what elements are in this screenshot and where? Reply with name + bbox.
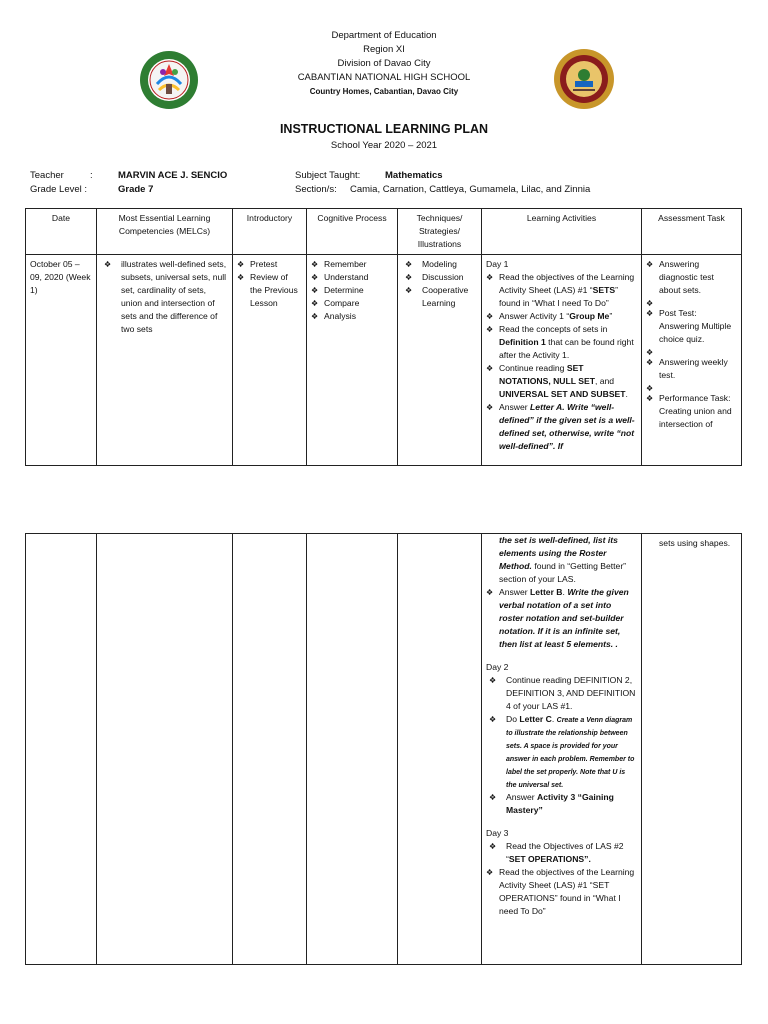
grade-value: Grade 7 <box>118 184 154 195</box>
assessment-cell-cont <box>642 534 742 965</box>
assessment-item: ❖ Answering diagnostic test about sets. <box>646 258 737 297</box>
school-seal-logo <box>553 48 615 110</box>
activities-cell <box>482 255 642 466</box>
col-assessment-header: Assessment Task <box>642 209 742 255</box>
cognitive-item: ❖ Determine <box>311 284 393 297</box>
activity-item: ❖ Read the objectives of the Learning Activity Sheet (LAS) #1 “SET OPERATIONS” found in “What I need To Do” <box>486 866 637 918</box>
page-title: INSTRUCTIONAL LEARNING PLAN <box>279 122 489 136</box>
teacher-label: Teacher <box>30 170 64 181</box>
day1-label: Day 1 <box>486 259 509 269</box>
plan-table-page2 <box>25 533 742 965</box>
assessment-item: ❖ Post Test: Answering Multiple choice quiz. <box>646 307 737 346</box>
assessment-item: ❖ Answering weekly test. <box>646 356 737 382</box>
intro-item: ❖ Review of the Previous Lesson <box>237 271 302 310</box>
day2-label: Day 2 <box>486 662 509 672</box>
grade-label: Grade Level : <box>30 184 88 195</box>
date-value: October 05 – 09, 2020 (Week 1) <box>30 259 91 295</box>
col-activities-header: Learning Activities <box>482 209 642 255</box>
cognitive-cell-cont <box>307 534 398 965</box>
activity-item: ❖ Answer Letter B. Write the given verbal notation of a set into roster notation and set-builder notation. If it is an infinite set, then list at least 5 elements. . <box>486 586 637 651</box>
cognitive-item: ❖ Remember <box>311 258 393 271</box>
subject-label: Subject Taught: <box>295 170 361 181</box>
techniques-cell-cont <box>398 534 482 965</box>
date-cell-cont <box>26 534 97 965</box>
cognitive-item: ❖ Compare <box>311 297 393 310</box>
cognitive-item: ❖ Analysis <box>311 310 393 323</box>
teacher-colon: : <box>90 170 93 181</box>
technique-item: ❖ Modeling <box>402 258 477 271</box>
section-label: Section/s: <box>295 184 337 195</box>
subject-value: Mathematics <box>385 170 443 181</box>
header-address: Country Homes, Cabantian, Davao City <box>309 87 459 96</box>
day3-label: Day 3 <box>486 828 509 838</box>
melc-item: ❖ illustrates well-defined sets, subsets, universal sets, null set, cardinality of sets, union and intersection of sets and the difference of two sets <box>101 258 228 336</box>
header-division: Division of Davao City <box>337 58 431 69</box>
intro-cell-cont <box>233 534 307 965</box>
section-value: Camia, Carnation, Cattleya, Gumamela, Lilac, and Zinnia <box>350 184 591 195</box>
header-department: Department of Education <box>331 30 437 41</box>
assessment-item: ❖ Performance Task: Creating union and intersection of <box>646 392 737 431</box>
intro-cell <box>233 255 307 466</box>
col-introductory-header: Introductory <box>233 209 307 255</box>
activity-item: ❖ Answer Letter A. Write “well-defined” if the given set is a well-defined set, otherwise, write “not well-defined”. If <box>486 401 637 453</box>
division-seal-logo <box>139 50 199 110</box>
intro-item: ❖ Pretest <box>237 258 302 271</box>
melc-cell-cont <box>97 534 233 965</box>
col-melcs-header: Most Essential Learning Competencies (MELCs) <box>97 209 233 255</box>
assessment-continued: sets using shapes. <box>659 538 731 548</box>
school-year: School Year 2020 – 2021 <box>330 140 438 151</box>
cognitive-cell <box>307 255 398 466</box>
melc-cell <box>97 255 233 466</box>
teacher-name: MARVIN ACE J. SENCIO <box>118 170 228 181</box>
activities-cell-cont <box>482 534 642 965</box>
activity-continued: the set is well-defined, list its elements using the Roster Method. found in “Getting Better” section of your LAS. <box>499 535 627 584</box>
assessment-cell <box>642 255 742 466</box>
activity-item: ❖ Answer Activity 3 “Gaining Mastery” <box>486 791 637 817</box>
activity-item: ❖ Read the objectives of the Learning Activity Sheet (LAS) #1 “SETS” found in “What I need To Do” <box>486 271 637 310</box>
header-region: Region XI <box>363 44 405 55</box>
activity-item: ❖ Answer Activity 1 “Group Me” <box>486 310 637 323</box>
technique-item: ❖ Cooperative Learning <box>402 284 477 310</box>
col-cognitive-header: Cognitive Process <box>307 209 398 255</box>
activity-item: ❖ Do Letter C. Create a Venn diagram to illustrate the relationship between sets. A space is provided for your answer in each problem. Remember to label the set properly. Note that U is the universal set. <box>486 713 637 791</box>
col-techniques-header: Techniques/ Strategies/ Illustrations <box>398 209 482 255</box>
activity-item: ❖ Continue reading DEFINITION 2, DEFINITION 3, AND DEFINITION 4 of your LAS #1. <box>486 674 637 713</box>
date-cell <box>26 255 97 466</box>
techniques-cell <box>398 255 482 466</box>
technique-item: ❖ Discussion <box>402 271 477 284</box>
activity-item: ❖ Continue reading SET NOTATIONS, NULL SET, and UNIVERSAL SET AND SUBSET. <box>486 362 637 401</box>
col-date-header: Date <box>26 209 97 255</box>
activity-item: ❖ Read the concepts of sets in Definition 1 that can be found right after the Activity 1. <box>486 323 637 362</box>
cognitive-item: ❖ Understand <box>311 271 393 284</box>
activity-item: ❖ Read the Objectives of LAS #2 “SET OPERATIONS”. <box>486 840 637 866</box>
plan-table-page1 <box>25 208 742 466</box>
header-school: CABANTIAN NATIONAL HIGH SCHOOL <box>297 72 471 83</box>
